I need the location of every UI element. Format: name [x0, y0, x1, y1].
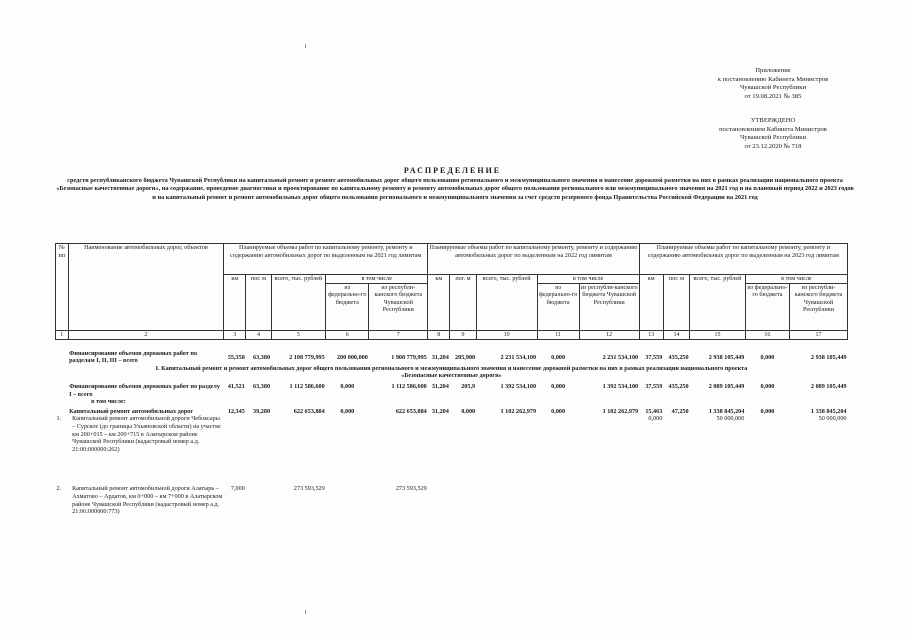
- col-number: 17: [790, 330, 848, 339]
- row-name: [68, 380, 224, 406]
- cell-value: 622 653,884: [395, 407, 427, 415]
- document-title: РАСПРЕДЕЛЕНИЕ: [403, 166, 502, 175]
- cell-value: 622 653,884: [293, 407, 325, 415]
- cell-value: 1 112 586,600: [391, 382, 427, 390]
- col-number: 16: [745, 330, 789, 339]
- cell-value: 0,000: [760, 382, 775, 390]
- header-federal: из федерально-го бюджета: [745, 283, 789, 330]
- cell-value: 0,000: [340, 382, 355, 390]
- cell-value: 15,463: [645, 407, 663, 415]
- approval-line: к постановлению Кабинета Министров: [717, 75, 829, 83]
- cell-value: 50 000,000: [818, 415, 847, 423]
- col-number: 12: [579, 330, 639, 339]
- table-row-capital-repair: [56, 406, 848, 416]
- col-number: 9: [450, 330, 476, 339]
- header-name: Наименование автомобильных дорог, объектов: [68, 244, 224, 331]
- col-number: 3: [224, 330, 246, 339]
- cell-value: 0,000: [760, 353, 775, 361]
- cell-value: 0,000: [461, 407, 476, 415]
- cell-value: 31,204: [431, 407, 449, 415]
- cell-value: 2 938 105,449: [708, 353, 745, 361]
- cell-value: 0,000: [760, 407, 775, 415]
- cell-value: 1 338 845,204: [810, 407, 847, 415]
- cell-value: 0,000: [648, 415, 663, 423]
- cell-value: 12,345: [227, 407, 245, 415]
- col-number: 4: [246, 330, 271, 339]
- header-2022: Планируемые объемы работ по капитальному ремонту, ремонту и содержанию автомобильных дорог по выделенным на 2022 год лимитам: [428, 244, 639, 275]
- header-km: км: [224, 275, 246, 331]
- header-2021: Планируемые объемы работ по капитальному ремонту, ремонту и содержанию автомобильных дорог по выделенным на 2021 год лимитам: [224, 244, 428, 275]
- header-federal: из федерально-го бюджета: [537, 283, 579, 330]
- cell-value: 37,559: [645, 353, 663, 361]
- cell-value: 2 108 779,995: [289, 353, 325, 361]
- header-2023: Планируемые объемы работ по капитальному ремонту, ремонту и содержанию автомобильных дорог по выделенным на 2023 год лимитам: [639, 244, 847, 275]
- cell-value: 41,521: [227, 382, 245, 390]
- header-pm: пог. м: [450, 275, 476, 331]
- col-number: 15: [690, 330, 746, 339]
- row-name: Финансирование объемов дорожных работ по разделам I, II, III – всего: [69, 349, 198, 365]
- cell-value: 37,559: [645, 382, 663, 390]
- cell-value: 1 338 845,204: [708, 407, 745, 415]
- approval-line: от 19.08.2021 № 385: [744, 92, 802, 100]
- cell-value: 0,000: [340, 407, 355, 415]
- cell-value: 2 938 105,449: [810, 353, 847, 361]
- cell-value: 2 089 105,449: [708, 382, 745, 390]
- cell-value: 2 231 534,100: [602, 353, 639, 361]
- approval-line: Приложение: [755, 67, 791, 74]
- table-row-section-total: [56, 380, 848, 406]
- item-name: Капитальный ремонт автомобильной дороги Чебоксары – Сурское (до границы Ульяновской области) на участке км 200+015 – км 200+715 в Алатырском районе Чувашской Республики (кадастровый номер а.д. 21:00:000000:262): [72, 415, 221, 453]
- header-republic: из республи-канского бюджета Чувашской Республики: [369, 283, 428, 330]
- row-name-text: Финансирование объемов дорожных работ по разделу I – всего: [69, 382, 220, 398]
- cell-value: 55,358: [227, 353, 245, 361]
- section-heading-text: I. Капитальный ремонт и ремонт автомобильных дорог общего пользования регионального и межмуниципального значения и нанесение дорожной разметки на них в рамках реализации национального проекта «Безопасные качественные дороги»: [155, 364, 748, 380]
- cell-value: 63,380: [253, 353, 271, 361]
- col-number: 13: [639, 330, 663, 339]
- item-name: Капитальный ремонт автомобильной дороги Алатырь – Ахматово – Ардатов, км 0+000 – км 7+000 в Алатырском районе Чувашской Республики (кадастровый номер а.д. 21:06:000000:773): [72, 485, 223, 516]
- cell-value: 435,250: [668, 353, 689, 361]
- table-row-item-1: [56, 415, 848, 485]
- approval-block-appendix: [703, 67, 843, 101]
- section-heading: [56, 365, 848, 380]
- cell-value: 0,000: [551, 353, 566, 361]
- approval-line: УТВЕРЖДЕНО: [750, 117, 796, 124]
- header-no: № пп: [56, 244, 69, 331]
- col-number: 10: [476, 330, 537, 339]
- cell-value: 2 089 105,449: [810, 382, 847, 390]
- header-federal: из федерально-го бюджета: [326, 283, 369, 330]
- cell-value: 273 593,529: [293, 485, 325, 493]
- cell-value: 1 102 262,979: [500, 407, 537, 415]
- header-including: в том числе: [537, 275, 639, 284]
- col-number: 8: [428, 330, 450, 339]
- header-km: км: [639, 275, 663, 331]
- col-number: 7: [369, 330, 428, 339]
- cell-value: 1 908 779,995: [391, 353, 427, 361]
- cell-value: 1 392 534,100: [602, 382, 639, 390]
- cell-value: 1 112 586,600: [289, 382, 325, 390]
- cell-value: 273 593,529: [395, 485, 427, 493]
- col-number: 2: [68, 330, 224, 339]
- section-heading-row: [56, 365, 848, 380]
- item-number: 2.: [56, 485, 62, 493]
- header-including: в том числе: [745, 275, 847, 284]
- header-total: всего, тыс. рублей: [271, 275, 326, 331]
- approval-line: постановлением Кабинета Министров: [719, 125, 827, 133]
- row-name: Капитальный ремонт автомобильных дорог: [69, 407, 194, 415]
- header-republic: из республи-канского бюджета Чувашской Республики: [790, 283, 848, 330]
- table-row-item-2: [56, 485, 848, 515]
- scan-mark: [305, 610, 306, 614]
- document-subtitle: средств республиканского бюджета Чувашской Республики на капитальный ремонт и ремонт автомобильных дорог общего пользования регионального и межмуниципального значения и нанесение дорожной разметки на них в рамках реализации национального проекта «Безопасные качественные дороги», на содержание, проведение диагностики и проектирование по капитальному ремонту и ремонту автомобильных дорог общего пользования регионального или межмуниципального значения на 2021 год и на плановый период 2022 и 2023 годов и на капитальный ремонт и ремонт автомобильных дорог общего пользования регионального и межмуниципального значения за счет средств резервного фонда Правительства Российской Федерации на 2021 год: [56, 177, 854, 201]
- cell-value: 47,250: [671, 407, 689, 415]
- cell-value: 435,250: [668, 382, 689, 390]
- col-number: 14: [663, 330, 689, 339]
- approval-line: Чувашской Республики: [740, 134, 806, 142]
- approval-block-approved: [703, 117, 843, 151]
- cell-value: 0,000: [551, 407, 566, 415]
- header-republic: из республи-канского бюджета Чувашской Республики: [579, 283, 639, 330]
- approval-line: Чувашской Республики: [740, 84, 806, 92]
- cell-value: 200 000,000: [336, 353, 368, 361]
- cell-value: 0,000: [551, 382, 566, 390]
- approval-line: от 23.12.2020 № 718: [744, 142, 802, 150]
- cell-value: 1 102 262,979: [602, 407, 639, 415]
- cell-value: 7,000: [230, 485, 245, 493]
- col-number: 6: [326, 330, 369, 339]
- cell-value: 1 392 534,100: [500, 382, 537, 390]
- cell-value: 63,380: [253, 382, 271, 390]
- scan-mark: [305, 44, 306, 48]
- cell-value: 2 231 534,100: [500, 353, 537, 361]
- col-number: 11: [537, 330, 579, 339]
- cell-value: 31,204: [431, 382, 449, 390]
- header-km: км: [428, 275, 450, 331]
- cell-value: 31,204: [431, 353, 449, 361]
- col-number: 1: [56, 330, 69, 339]
- distribution-table: [55, 243, 848, 516]
- header-pm: пог. м: [246, 275, 271, 331]
- table-row-grand-total: [56, 339, 848, 365]
- col-number: 5: [271, 330, 326, 339]
- header-total: всего, тыс. рублей: [476, 275, 537, 331]
- cell-value: 205,9: [461, 382, 476, 390]
- item-number: 1.: [56, 415, 62, 423]
- header-total: всего, тыс. рублей: [690, 275, 746, 331]
- header-including: в том числе: [326, 275, 428, 284]
- cell-value: 39,280: [253, 407, 271, 415]
- cell-value: 50 000,000: [716, 415, 745, 423]
- row-note: в том числе:: [91, 398, 126, 406]
- header-pm: пог. м: [663, 275, 689, 331]
- cell-value: 205,900: [455, 353, 476, 361]
